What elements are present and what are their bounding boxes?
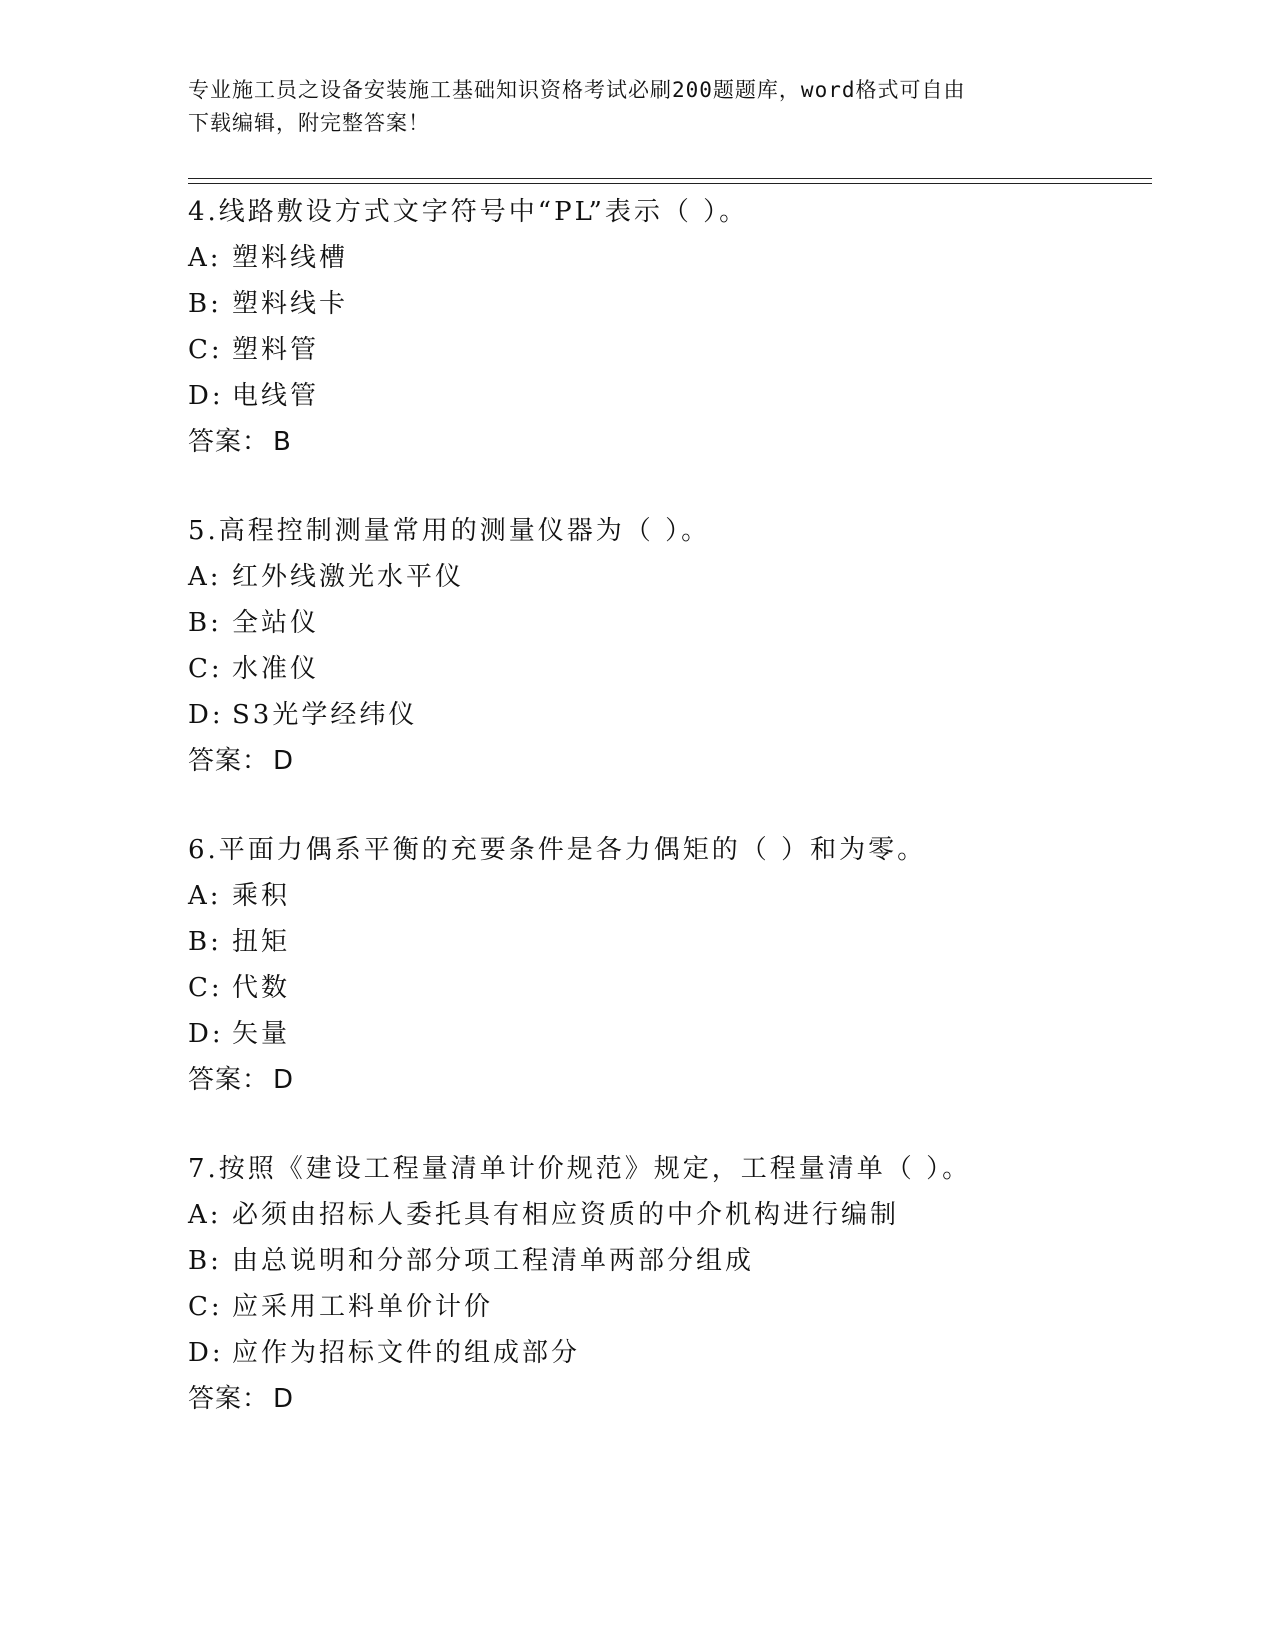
option-key: A:: [188, 243, 222, 273]
option-text: 由总说明和分部分项工程清单两部分组成: [232, 1246, 755, 1276]
option-key: A:: [188, 881, 222, 911]
question-stem: 4.线路敷设方式文字符号中“PL”表示（ ）。: [188, 197, 749, 227]
option-key: D:: [188, 1338, 224, 1368]
answer-line: [188, 419, 1152, 465]
option-b: [188, 600, 1152, 646]
option-key: D:: [188, 700, 224, 730]
option-text: 乘积: [232, 881, 291, 911]
header-divider-bottom: [188, 183, 1152, 184]
answer-line: [188, 738, 1152, 784]
question-stem: 5.高程控制测量常用的测量仪器为（ ）。: [188, 516, 711, 546]
question-stem: 6.平面力偶系平衡的充要条件是各力偶矩的（ ）和为零。: [188, 835, 927, 865]
option-d: [188, 373, 1152, 419]
option-text: 应采用工料单价计价: [232, 1292, 494, 1322]
header-divider-top: [188, 178, 1152, 179]
answer-value: D: [273, 1384, 295, 1414]
option-key: B:: [188, 608, 222, 638]
answer-label: 答案：: [188, 746, 270, 776]
option-text: 矢量: [232, 1019, 291, 1049]
option-key: C:: [188, 973, 223, 1003]
option-c: [188, 646, 1152, 692]
option-text: 必须由招标人委托具有相应资质的中介机构进行编制: [232, 1200, 900, 1230]
question-block: [188, 1146, 1152, 1422]
option-a: [188, 554, 1152, 600]
option-text: 电线管: [232, 381, 320, 411]
option-b: [188, 281, 1152, 327]
question-stem: 7.按照《建设工程量清单计价规范》规定，工程量清单（ ）。: [188, 1154, 972, 1184]
option-key: B:: [188, 289, 222, 319]
answer-line: [188, 1057, 1152, 1103]
option-text: S3光学经纬仪: [232, 700, 418, 730]
answer-label: 答案：: [188, 427, 270, 457]
question-block: [188, 189, 1152, 465]
answer-label: 答案：: [188, 1384, 270, 1414]
option-text: 塑料线槽: [232, 243, 349, 273]
option-text: 水准仪: [232, 654, 320, 684]
option-key: D:: [188, 381, 224, 411]
document-header: [188, 74, 1068, 140]
header-line-2: 下载编辑，附完整答案！: [188, 111, 430, 135]
answer-line: [188, 1376, 1152, 1422]
question-block: [188, 508, 1152, 784]
answer-value: D: [273, 746, 295, 776]
option-b: [188, 919, 1152, 965]
option-c: [188, 965, 1152, 1011]
option-a: [188, 873, 1152, 919]
answer-value: D: [273, 1065, 295, 1095]
option-key: C:: [188, 1292, 223, 1322]
answer-value: B: [273, 427, 292, 457]
question-block: [188, 827, 1152, 1103]
option-text: 全站仪: [232, 608, 320, 638]
option-text: 代数: [232, 973, 291, 1003]
option-text: 红外线激光水平仪: [232, 562, 465, 592]
option-text: 应作为招标文件的组成部分: [232, 1338, 581, 1368]
option-d: [188, 692, 1152, 738]
option-key: C:: [188, 654, 223, 684]
header-line-1: 专业施工员之设备安装施工基础知识资格考试必刷200题题库，word格式可自由: [188, 78, 966, 102]
option-d: [188, 1011, 1152, 1057]
option-text: 扭矩: [232, 927, 291, 957]
option-key: D:: [188, 1019, 224, 1049]
option-c: [188, 1284, 1152, 1330]
option-d: [188, 1330, 1152, 1376]
option-text: 塑料线卡: [232, 289, 349, 319]
option-key: C:: [188, 335, 223, 365]
option-a: [188, 1192, 1152, 1238]
option-key: A:: [188, 1200, 222, 1230]
answer-label: 答案：: [188, 1065, 270, 1095]
option-text: 塑料管: [232, 335, 320, 365]
option-b: [188, 1238, 1152, 1284]
option-a: [188, 235, 1152, 281]
option-key: A:: [188, 562, 222, 592]
option-c: [188, 327, 1152, 373]
option-key: B:: [188, 1246, 222, 1276]
option-key: B:: [188, 927, 222, 957]
